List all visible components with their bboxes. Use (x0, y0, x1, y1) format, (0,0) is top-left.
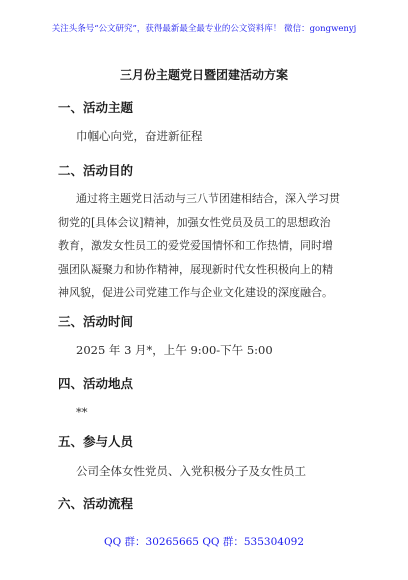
paragraph-line: 彻党的[具体会议]精神，加强女性党员及员工的思想政治 (58, 215, 331, 229)
section-4-text: ** (76, 405, 88, 419)
section-2-heading: 二、活动目的 (58, 163, 134, 178)
paragraph-line: 强团队凝聚力和协作精神，展现新时代女性积极向上的精 (58, 262, 333, 276)
section-4-heading: 四、活动地点 (58, 376, 134, 391)
section-3-text: 2025 年 3 月*，上午 9:00-下午 5:00 (76, 343, 273, 357)
header-promo-note: 关注头条号“公文研究”，获得最新最全最专业的公文资料库！ 微信：gongwenyj (51, 24, 357, 34)
section-6-heading: 六、活动流程 (58, 496, 134, 511)
section-1-text: 巾帼心向党，奋进新征程 (76, 129, 203, 143)
section-5-text: 公司全体女性党员、入党积极分子及女性员工 (76, 464, 306, 478)
footer-qq-groups: QQ 群：30265665 QQ 群：535304092 (103, 536, 304, 548)
section-3-heading: 三、活动时间 (58, 314, 134, 329)
section-2-paragraph (58, 187, 358, 305)
paragraph-line: 教育，激发女性员工的爱党爱国情怀和工作热情，同时增 (58, 239, 333, 252)
paragraph-line: 神风貌，促进公司党建工作与企业文化建设的深度融合。 (58, 286, 333, 299)
section-1-heading: 一、活动主题 (58, 100, 134, 115)
paragraph-line: 通过将主题党日活动与三八节团建相结合，深入学习贯 (76, 192, 340, 205)
section-5-heading: 五、参与人员 (58, 434, 134, 449)
document-title: 三月份主题党日暨团建活动方案 (119, 68, 288, 82)
